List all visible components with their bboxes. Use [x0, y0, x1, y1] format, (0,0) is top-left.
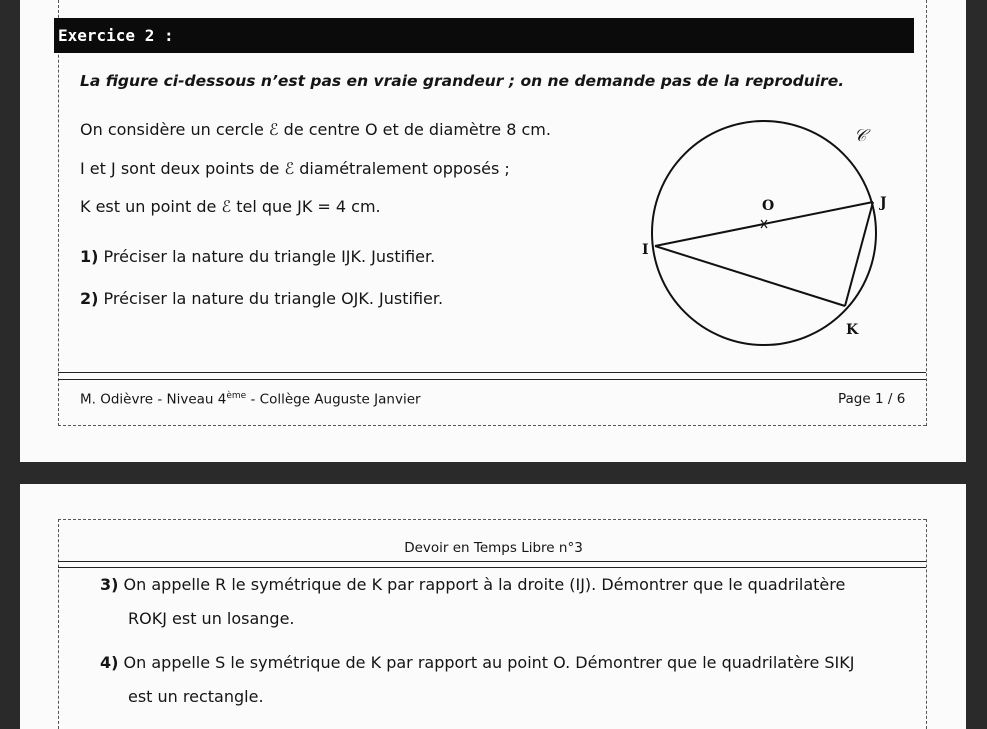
statement-line-1: On considère un cercle ℰ de centre O et de diamètre 8 cm.: [80, 120, 551, 139]
point-k-label: K: [846, 322, 859, 338]
header-rule-1: [58, 561, 926, 562]
question-3-text: On appelle R le symétrique de K par rapport à la droite (IJ). Démontrer que le quadrilatère: [123, 575, 846, 594]
statement-line-2: I et J sont deux points de ℰ diamétralement opposés ;: [80, 159, 510, 178]
footer-rule-2: [58, 379, 926, 380]
question-3-number: 3): [100, 575, 119, 594]
circle-c: [652, 121, 876, 345]
question-2-text: Préciser la nature du triangle OJK. Justifier.: [103, 289, 444, 308]
point-i-label: I: [642, 242, 649, 258]
bottom-dashed-border: [58, 425, 926, 426]
question-4-line-1: [100, 653, 854, 672]
left-dashed-border: [58, 0, 59, 426]
question-1-number: 1): [80, 247, 99, 266]
question-4-number: 4): [100, 653, 119, 672]
segment-jk: [845, 202, 873, 306]
top-dashed-border: [58, 519, 926, 520]
footer-left-prefix: M. Odièvre - Niveau 4: [80, 391, 227, 408]
page-2-header: Devoir en Temps Libre n°3: [404, 540, 583, 556]
question-2-number: 2): [80, 289, 99, 308]
footer-left-suffix: - Collège Auguste Janvier: [246, 391, 421, 408]
header-rule-2: [58, 567, 926, 568]
question-1-text: Préciser la nature du triangle IJK. Justifier.: [103, 247, 436, 266]
question-4-line-2: est un rectangle.: [128, 687, 264, 706]
footer-rule-1: [58, 372, 926, 373]
segment-ik: [655, 246, 845, 306]
point-o-label: O: [762, 198, 775, 214]
footer-left: [80, 391, 421, 408]
question-3-line-2: ROKJ est un losange.: [128, 609, 295, 628]
question-1: [80, 247, 435, 266]
footer-page-number: Page 1 / 6: [838, 391, 906, 407]
exercise-title: Exercice 2 :: [54, 18, 914, 53]
question-2: [80, 289, 443, 308]
circle-label: 𝒞: [854, 126, 867, 146]
intro-note: La figure ci-dessous n’est pas en vraie grandeur ; on ne demande pas de la reproduire.: [80, 72, 845, 90]
question-3-line-1: [100, 575, 845, 594]
circle-figure: [616, 106, 916, 356]
statement-line-3: K est un point de ℰ tel que JK = 4 cm.: [80, 197, 381, 216]
right-dashed-border: [926, 0, 927, 426]
point-j-label: J: [880, 195, 887, 211]
question-4-text: On appelle S le symétrique de K par rapport au point O. Démontrer que le quadrilatère SIKJ: [123, 653, 855, 672]
footer-left-sup: ème: [226, 391, 247, 401]
